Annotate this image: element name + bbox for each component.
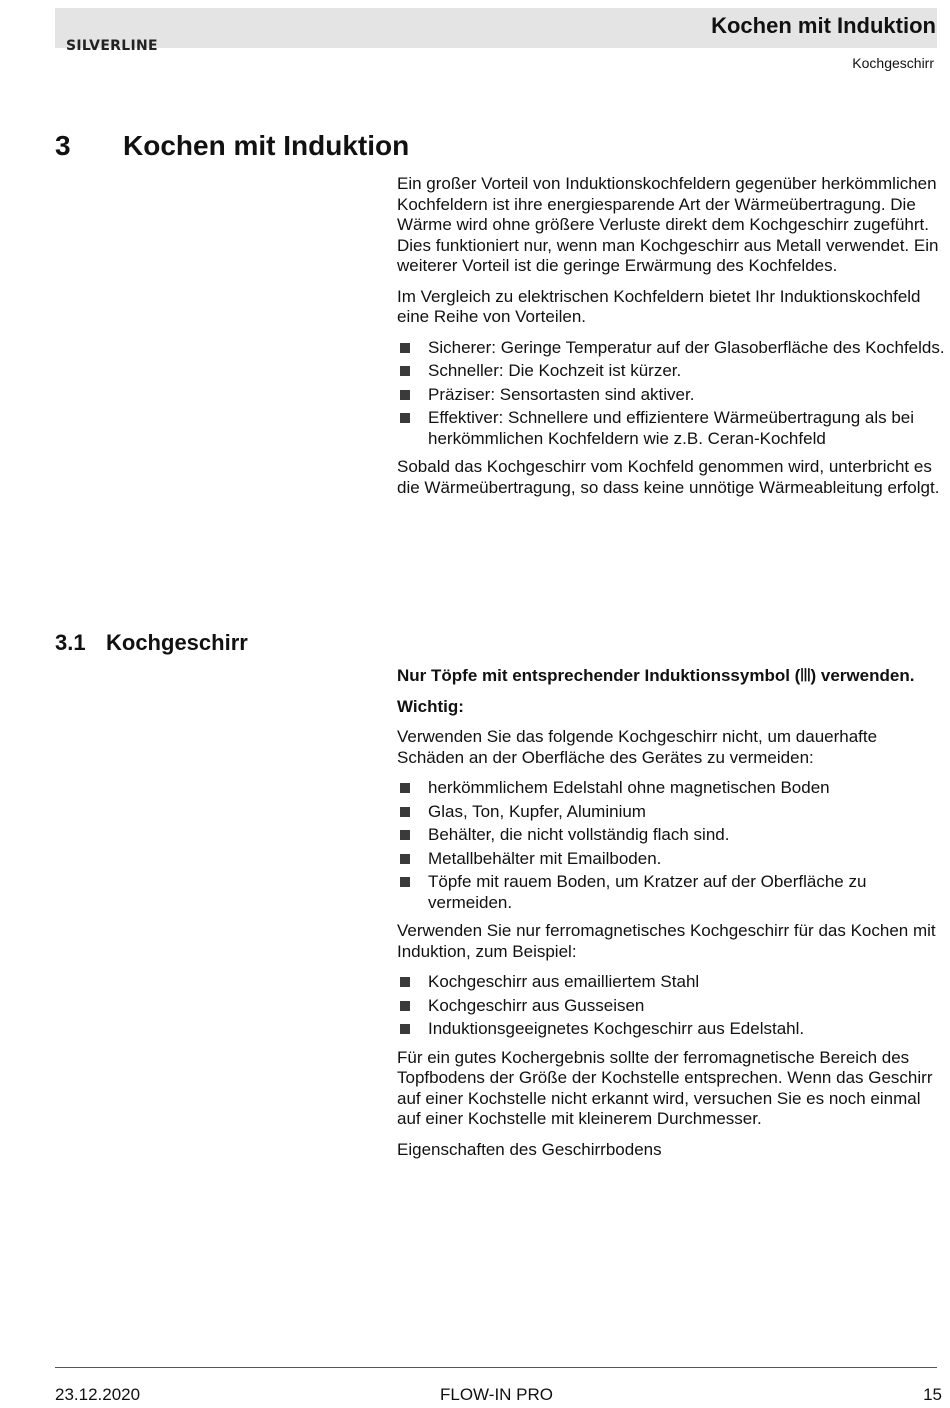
- footer-divider: [55, 1367, 937, 1368]
- advantages-list: [397, 338, 945, 450]
- chapter-number: 3: [55, 130, 71, 161]
- closing-paragraph: Sobald das Kochgeschirr vom Kochfeld genommen wird, unterbricht es die Wärmeübertragung, so dass keine unnötige Wärmeableitung erfolgt.: [397, 457, 940, 497]
- list-item-text: Schneller: Die Kochzeit ist kürzer.: [428, 361, 682, 380]
- square-bullet-icon: [400, 830, 410, 840]
- avoid-list: [397, 778, 945, 913]
- square-bullet-icon: [400, 1001, 410, 1011]
- list-item: [397, 361, 945, 382]
- square-bullet-icon: [400, 877, 410, 887]
- header-subtitle: Kochgeschirr: [852, 55, 934, 71]
- list-item: [397, 408, 945, 449]
- list-item: [397, 802, 945, 823]
- list-item: [397, 338, 945, 359]
- intro-paragraph: Im Vergleich zu elektrischen Kochfeldern bietet Ihr Induktionskochfeld eine Reihe von Vorteilen.: [397, 286, 921, 326]
- list-item: [397, 385, 945, 406]
- square-bullet-icon: [400, 366, 410, 376]
- square-bullet-icon: [400, 413, 410, 423]
- list-item-text: Töpfe mit rauem Boden, um Kratzer auf der Oberfläche zu vermeiden.: [428, 872, 867, 912]
- section-number: 3.1: [55, 630, 86, 655]
- section-title: Kochgeschirr: [106, 630, 248, 655]
- footer-product: FLOW-IN PRO: [440, 1385, 554, 1404]
- list-item-text: Präziser: Sensortasten sind aktiver.: [428, 384, 695, 404]
- list-item-text: Kochgeschirr aus Gusseisen: [428, 995, 645, 1015]
- brand-logo: SILVERLINE: [66, 38, 158, 54]
- page-number: 15: [923, 1385, 942, 1404]
- avoid-intro: Verwenden Sie das folgende Kochgeschirr nicht, um dauerhafte Schäden an der Oberfläche des Gerätes zu vermeiden:: [397, 727, 878, 767]
- list-item-text: Behälter, die nicht vollständig flach sind.: [428, 825, 730, 844]
- list-item-text: Sicherer: Geringe Temperatur auf der Glasoberfläche des Kochfelds.: [428, 337, 945, 357]
- section-body: [397, 666, 945, 1170]
- list-item-text: herkömmlichem Edelstahl ohne magnetischen Boden: [428, 778, 830, 797]
- square-bullet-icon: [400, 783, 410, 793]
- chapter-body: [397, 174, 945, 508]
- list-item-text: Kochgeschirr aus emailliertem Stahl: [428, 972, 700, 991]
- list-item-text: Glas, Ton, Kupfer, Aluminium: [428, 801, 646, 821]
- square-bullet-icon: [400, 807, 410, 817]
- list-item: [397, 1019, 945, 1040]
- list-item-text: Effektiver: Schnellere und effizientere Wärmeübertragung als bei herkömmlichen Kochfeldern wie z.B. Ceran-Kochfeld: [428, 408, 915, 448]
- result-paragraph: Für ein gutes Kochergebnis sollte der ferromagnetische Bereich des Topfbodens der Größe der Kochstelle entsprechen. Wenn das Geschirr auf einer Kochstelle nicht erkannt wird, versuchen Sie es noch einmal auf einer Kochstelle mit kleinerem Durchmesser.: [397, 1047, 933, 1128]
- induction-note: Nur Töpfe mit entsprechender Induktionssymbol (ꔖ) verwenden.: [397, 666, 915, 685]
- header-title: Kochen mit Induktion: [711, 13, 936, 38]
- square-bullet-icon: [400, 343, 410, 353]
- list-item: [397, 972, 945, 993]
- list-item: [397, 849, 945, 870]
- chapter-title: Kochen mit Induktion: [123, 130, 410, 161]
- square-bullet-icon: [400, 390, 410, 400]
- square-bullet-icon: [400, 1024, 410, 1034]
- list-item: [397, 872, 945, 913]
- use-intro: Verwenden Sie nur ferromagnetisches Kochgeschirr für das Kochen mit Induktion, zum Beispiel:: [397, 921, 936, 961]
- list-item: [397, 996, 945, 1017]
- list-item: [397, 825, 945, 846]
- square-bullet-icon: [400, 854, 410, 864]
- important-label: Wichtig:: [397, 696, 464, 716]
- use-list: [397, 972, 945, 1040]
- square-bullet-icon: [400, 977, 410, 987]
- list-item: [397, 778, 945, 799]
- list-item-text: Metallbehälter mit Emailboden.: [428, 848, 662, 868]
- properties-paragraph: Eigenschaften des Geschirrbodens: [397, 1139, 662, 1159]
- intro-paragraph: Ein großer Vorteil von Induktionskochfeldern gegenüber herkömmlichen Kochfeldern ist ihre energiesparende Art der Wärmeübertragung. Die Wärme wird ohne größere Verluste direkt dem Kochgeschirr zugeführt. Dies funktioniert nur, wenn man Kochgeschirr aus Metall verwendet. Ein weiterer Vorteil ist die geringe Erwärmung des Kochfeldes.: [397, 174, 939, 275]
- footer-date: 23.12.2020: [55, 1385, 141, 1404]
- list-item-text: Induktionsgeeignetes Kochgeschirr aus Edelstahl.: [428, 1019, 805, 1038]
